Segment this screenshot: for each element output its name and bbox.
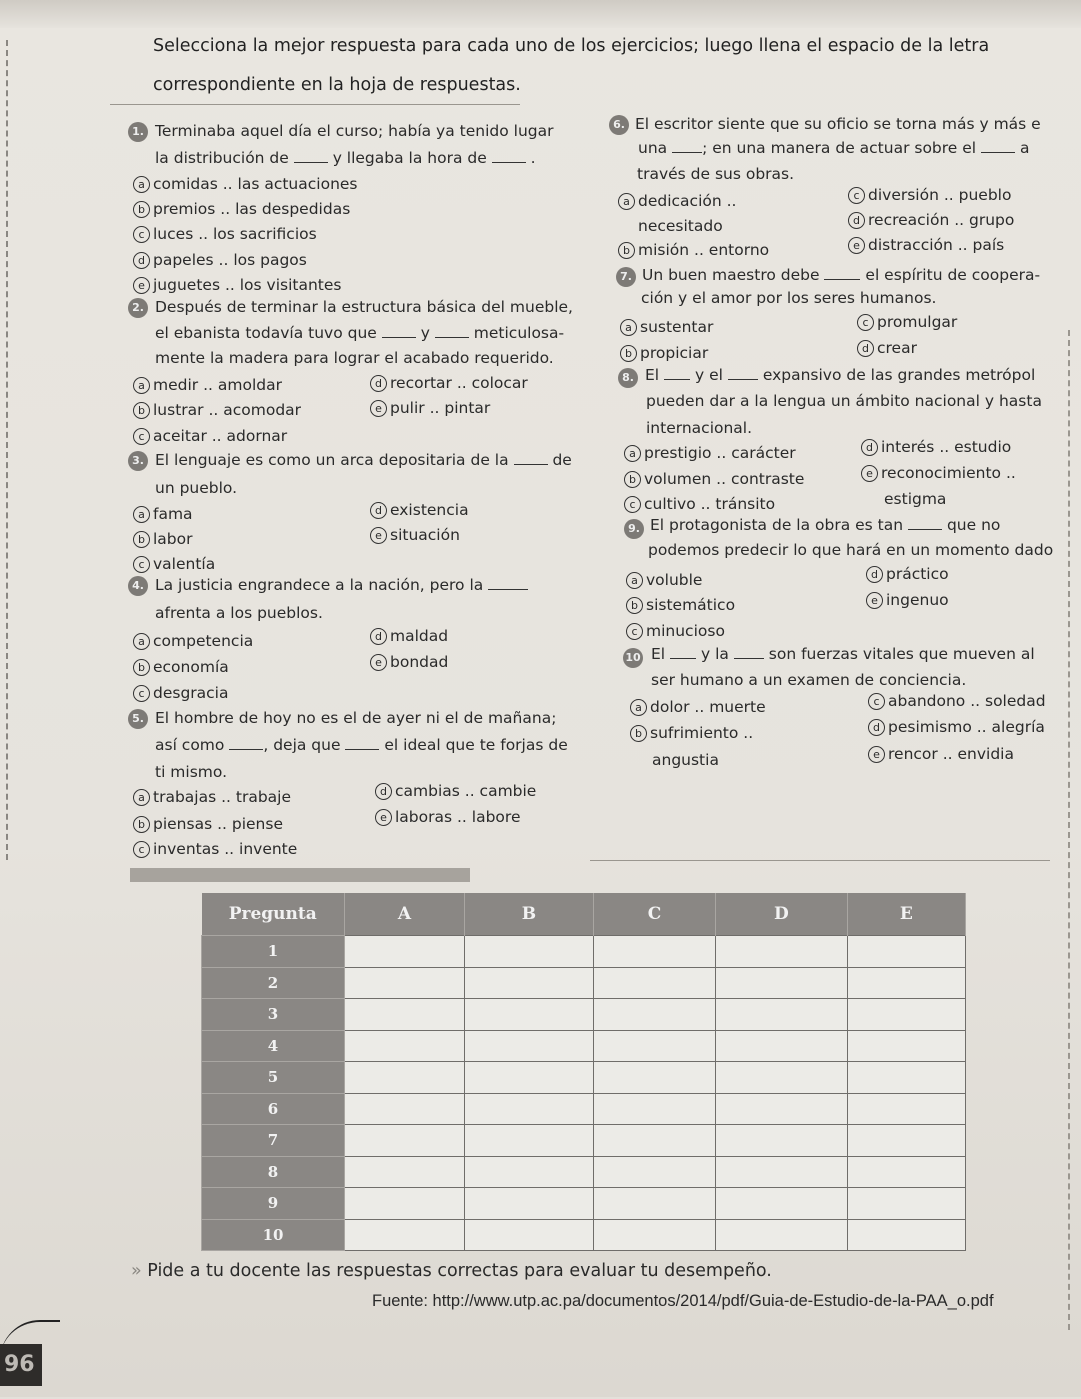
- question-3-number: 3.: [128, 451, 148, 471]
- question-2-line-3: mente la madera para lograr el acabado requerido.: [155, 349, 554, 367]
- question-1-number: 1.: [128, 122, 148, 142]
- question-7-line-2: ción y el amor por los seres humanos.: [641, 289, 937, 307]
- question-5-line-3: ti mismo.: [155, 763, 228, 781]
- question-number-cell: 3: [202, 999, 345, 1031]
- q9-option-b[interactable]: b sistemático: [626, 596, 735, 615]
- q9-option-c[interactable]: c minucioso: [626, 622, 725, 641]
- question-8-line-3: internacional.: [646, 419, 753, 437]
- q7-option-b[interactable]: b propiciar: [620, 344, 708, 363]
- q4-option-a[interactable]: a competencia: [133, 632, 253, 651]
- question-number-cell: 2: [202, 967, 345, 999]
- answer-cell-a[interactable]: [345, 999, 465, 1031]
- question-number-cell: 10: [202, 1219, 345, 1251]
- header-b: B: [465, 893, 594, 936]
- question-9-number: 9.: [624, 519, 644, 539]
- answer-cell-b[interactable]: [465, 999, 594, 1031]
- answer-cell-a[interactable]: [345, 1156, 465, 1188]
- table-row: [202, 936, 966, 968]
- footer-note: » Pide a tu docente las respuestas correctas para evaluar tu desempeño.: [131, 1261, 772, 1281]
- q8-option-a[interactable]: a prestigio .. carácter: [624, 444, 796, 463]
- table-row: [202, 1188, 966, 1220]
- answer-cell-b[interactable]: [465, 1030, 594, 1062]
- q10-option-e[interactable]: e rencor .. envidia: [868, 745, 1014, 764]
- q8-option-e-continued: estigma: [884, 490, 947, 508]
- answer-cell-b[interactable]: [465, 1062, 594, 1094]
- question-6-line-3: través de sus obras.: [637, 165, 795, 183]
- question-10-line-2: ser humano a un examen de conciencia.: [651, 671, 967, 689]
- q10-option-a[interactable]: a dolor .. muerte: [630, 698, 766, 717]
- table-row: [202, 999, 966, 1031]
- header-e: E: [847, 893, 965, 936]
- question-number-cell: 1: [202, 936, 345, 968]
- question-4-line-2: afrenta a los pueblos.: [155, 604, 323, 622]
- q5-option-b[interactable]: b piensas .. piense: [133, 815, 283, 834]
- question-number-cell: 8: [202, 1156, 345, 1188]
- header-c: C: [593, 893, 715, 936]
- q2-option-a[interactable]: a medir .. amoldar: [133, 376, 282, 395]
- page-number: 96: [0, 1344, 42, 1386]
- instructions-line-2: correspondiente en la hoja de respuestas.: [153, 75, 521, 95]
- question-3-line-2: un pueblo.: [155, 479, 238, 497]
- q4-option-e[interactable]: e bondad: [370, 653, 448, 672]
- question-1-line-1: Terminaba aquel día el curso; había ya tenido lugar: [155, 122, 554, 140]
- answer-cell-e[interactable]: [847, 936, 965, 968]
- answer-cell-e[interactable]: [847, 1093, 965, 1125]
- dashed-border-right: [1068, 330, 1071, 1330]
- answer-cell-d[interactable]: [716, 1062, 847, 1094]
- question-2-line-2: el ebanista todavía tuvo que y meticulosa-: [155, 324, 565, 342]
- answer-cell-e[interactable]: [847, 1188, 965, 1220]
- question-8-line-2: pueden dar a la lengua un ámbito nacional y hasta: [646, 392, 1042, 410]
- q3-option-d[interactable]: d existencia: [370, 501, 469, 520]
- q8-option-e[interactable]: e reconocimiento ..: [861, 464, 1016, 483]
- question-1-line-2: la distribución de y llegaba la hora de .: [155, 149, 536, 167]
- answer-cell-a[interactable]: [345, 1030, 465, 1062]
- q9-option-d[interactable]: d práctico: [866, 565, 949, 584]
- answer-cell-d[interactable]: [716, 1125, 847, 1157]
- answer-cell-c[interactable]: [593, 1030, 715, 1062]
- question-9-line-2: podemos predecir lo que hará en un momento dado: [648, 541, 1054, 559]
- table-row: [202, 1156, 966, 1188]
- q10-option-d[interactable]: d pesimismo .. alegría: [868, 718, 1045, 737]
- q10-option-c[interactable]: c abandono .. soledad: [868, 692, 1046, 711]
- answer-cell-e[interactable]: [847, 1030, 965, 1062]
- question-7-line-1: Un buen maestro debe el espíritu de coopera-: [642, 266, 1041, 284]
- q5-option-e[interactable]: e laboras .. labore: [375, 808, 520, 827]
- table-row: [202, 1030, 966, 1062]
- answer-cell-b[interactable]: [465, 1093, 594, 1125]
- question-number-cell: 6: [202, 1093, 345, 1125]
- q6-option-a[interactable]: a dedicación ..: [618, 192, 736, 211]
- q5-option-c[interactable]: c inventas .. invente: [133, 840, 297, 859]
- table-row: [202, 967, 966, 999]
- question-3-line-1: El lenguaje es como un arca depositaria de la de: [155, 451, 572, 469]
- question-6-line-1: El escritor siente que su oficio se torna más y más e: [635, 115, 1041, 133]
- q8-option-c[interactable]: c cultivo .. tránsito: [624, 495, 775, 514]
- divider: [110, 104, 520, 105]
- answer-cell-e[interactable]: [847, 1062, 965, 1094]
- q7-option-a[interactable]: a sustentar: [620, 318, 713, 337]
- table-row: [202, 1062, 966, 1094]
- answer-cell-b[interactable]: [465, 967, 594, 999]
- header-pregunta: Pregunta: [202, 893, 345, 936]
- q6-option-e[interactable]: e distracción .. país: [848, 236, 1004, 255]
- question-8-line-1: El y el expansivo de las grandes metrópol: [645, 366, 1036, 384]
- question-8-number: 8.: [618, 368, 638, 388]
- answer-cell-c[interactable]: [593, 1062, 715, 1094]
- answer-cell-d[interactable]: [716, 1093, 847, 1125]
- answer-cell-c[interactable]: [593, 999, 715, 1031]
- q7-option-d[interactable]: d crear: [857, 339, 917, 358]
- answer-cell-e[interactable]: [847, 1156, 965, 1188]
- question-number-cell: 9: [202, 1188, 345, 1220]
- q4-option-c[interactable]: c desgracia: [133, 684, 229, 703]
- question-7-number: 7.: [616, 267, 636, 287]
- q7-option-c[interactable]: c promulgar: [857, 313, 957, 332]
- q4-option-d[interactable]: d maldad: [370, 627, 448, 646]
- answer-cell-b[interactable]: [465, 936, 594, 968]
- answer-cell-c[interactable]: [593, 1156, 715, 1188]
- answer-cell-d[interactable]: [716, 967, 847, 999]
- question-number-cell: 5: [202, 1062, 345, 1094]
- q6-option-c[interactable]: c diversión .. pueblo: [848, 186, 1011, 205]
- answer-cell-e[interactable]: [847, 999, 965, 1031]
- q3-option-c[interactable]: c valentía: [133, 555, 215, 574]
- question-10-line-1: El y la son fuerzas vitales que mueven al: [651, 645, 1035, 663]
- q5-option-a[interactable]: a trabajas .. trabaje: [133, 788, 291, 807]
- dashed-border-left: [6, 40, 9, 860]
- q2-option-b[interactable]: b lustrar .. acomodar: [133, 401, 301, 420]
- question-5-line-2: así como , deja que el ideal que te forjas de: [155, 736, 568, 754]
- q9-option-e[interactable]: e ingenuo: [866, 591, 949, 610]
- answer-cell-d[interactable]: [716, 1156, 847, 1188]
- question-number-cell: 4: [202, 1030, 345, 1062]
- answer-cell-a[interactable]: [345, 1062, 465, 1094]
- header-a: A: [345, 893, 465, 936]
- q4-option-b[interactable]: b economía: [133, 658, 229, 677]
- answer-cell-d[interactable]: [716, 999, 847, 1031]
- q1-option-d[interactable]: d papeles .. los pagos: [133, 251, 307, 270]
- header-d: D: [716, 893, 847, 936]
- answer-cell-c[interactable]: [593, 967, 715, 999]
- answer-cell-a[interactable]: [345, 936, 465, 968]
- answer-cell-e[interactable]: [847, 1125, 965, 1157]
- question-9-line-1: El protagonista de la obra es tan que no: [650, 516, 1001, 534]
- answer-cell-a[interactable]: [345, 967, 465, 999]
- answer-cell-b[interactable]: [465, 1125, 594, 1157]
- question-4-number: 4.: [128, 576, 148, 596]
- q8-option-b[interactable]: b volumen .. contraste: [624, 470, 804, 489]
- instructions-line-1: Selecciona la mejor respuesta para cada uno de los ejercicios; luego llena el espacio de la letra: [153, 36, 990, 56]
- question-5-number: 5.: [128, 709, 148, 729]
- q6-option-a-continued: necesitado: [638, 217, 723, 235]
- answer-cell-a[interactable]: [345, 1125, 465, 1157]
- table-row: [202, 1093, 966, 1125]
- question-10-number: 10: [623, 648, 643, 668]
- question-2-number: 2.: [128, 298, 148, 318]
- question-5-line-1: El hombre de hoy no es el de ayer ni el de mañana;: [155, 709, 557, 727]
- q9-option-a[interactable]: a voluble: [626, 571, 702, 590]
- answer-cell-d[interactable]: [716, 1219, 847, 1251]
- q6-option-d[interactable]: d recreación .. grupo: [848, 211, 1014, 230]
- answer-cell-e[interactable]: [847, 1219, 965, 1251]
- q2-option-e[interactable]: e pulir .. pintar: [370, 399, 490, 418]
- answer-cell-e[interactable]: [847, 967, 965, 999]
- answer-cell-a[interactable]: [345, 1188, 465, 1220]
- q10-option-b[interactable]: b sufrimiento ..: [630, 724, 753, 743]
- q3-option-b[interactable]: b labor: [133, 530, 193, 549]
- q2-option-c[interactable]: c aceitar .. adornar: [133, 427, 287, 446]
- answer-cell-c[interactable]: [593, 1125, 715, 1157]
- table-row: [202, 1219, 966, 1251]
- section-band: [130, 868, 470, 882]
- q1-option-a[interactable]: a comidas .. las actuaciones: [133, 175, 358, 194]
- answer-cell-b[interactable]: [465, 1188, 594, 1220]
- q6-option-b[interactable]: b misión .. entorno: [618, 241, 769, 260]
- question-number-cell: 7: [202, 1125, 345, 1157]
- q1-option-e[interactable]: e juguetes .. los visitantes: [133, 276, 341, 295]
- answer-cell-d[interactable]: [716, 936, 847, 968]
- question-6-number: 6.: [609, 115, 629, 135]
- answer-cell-b[interactable]: [465, 1219, 594, 1251]
- answer-cell-d[interactable]: [716, 1030, 847, 1062]
- q10-option-b-continued: angustia: [652, 751, 719, 769]
- q1-option-c[interactable]: c luces .. los sacrificios: [133, 225, 317, 244]
- answer-sheet-table: [201, 893, 966, 1251]
- answer-cell-d[interactable]: [716, 1188, 847, 1220]
- answer-cell-c[interactable]: [593, 936, 715, 968]
- q3-option-e[interactable]: e situación: [370, 526, 460, 545]
- source-citation: Fuente: http://www.utp.ac.pa/documentos/2014/pdf/Guia-de-Estudio-de-la-PAA_o.pdf: [372, 1292, 994, 1310]
- question-2-line-1: Después de terminar la estructura básica del mueble,: [155, 298, 573, 316]
- answer-cell-b[interactable]: [465, 1156, 594, 1188]
- top-strip: [0, 0, 1081, 28]
- q8-option-d[interactable]: d interés .. estudio: [861, 438, 1011, 457]
- answer-cell-a[interactable]: [345, 1219, 465, 1251]
- q5-option-d[interactable]: d cambias .. cambie: [375, 782, 536, 801]
- table-row: [202, 1125, 966, 1157]
- answer-cell-c[interactable]: [593, 1219, 715, 1251]
- answer-cell-c[interactable]: [593, 1093, 715, 1125]
- answer-cell-a[interactable]: [345, 1093, 465, 1125]
- answer-table-header: [202, 893, 966, 936]
- question-6-line-2: una ; en una manera de actuar sobre el a: [638, 139, 1030, 157]
- question-4-line-1: La justicia engrandece a la nación, pero la: [155, 576, 528, 595]
- q2-option-d[interactable]: d recortar .. colocar: [370, 374, 528, 393]
- answer-cell-c[interactable]: [593, 1188, 715, 1220]
- q1-option-b[interactable]: b premios .. las despedidas: [133, 200, 350, 219]
- q3-option-a[interactable]: a fama: [133, 505, 193, 524]
- section-line: [590, 860, 1050, 861]
